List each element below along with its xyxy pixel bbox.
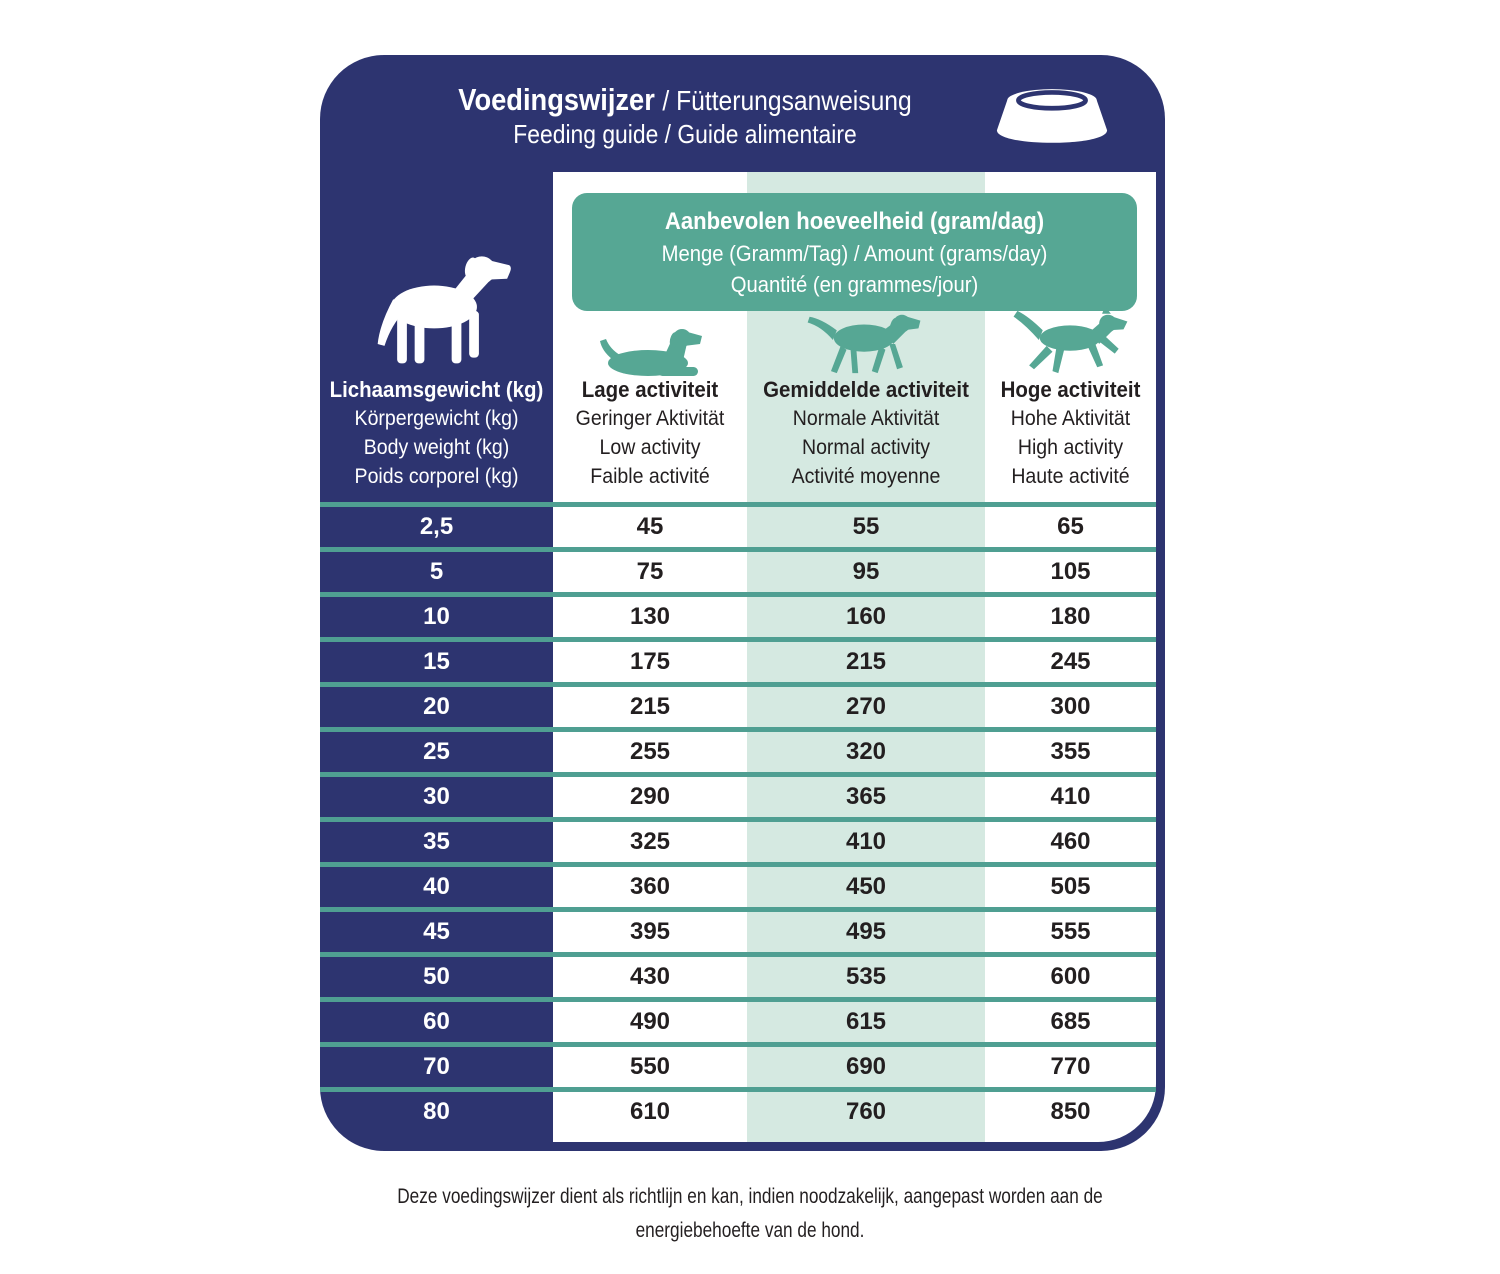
disclaimer-line-2: energiebehoefte van de hond. bbox=[635, 1219, 865, 1242]
cell-normal: 160 bbox=[845, 603, 887, 630]
walking-dog-icon bbox=[806, 307, 924, 377]
cell-normal: 535 bbox=[845, 963, 887, 990]
cell-weight: 2,5 bbox=[419, 513, 454, 540]
low-activity-dutch: Lage activiteit bbox=[581, 377, 719, 402]
cell-normal: 320 bbox=[845, 738, 887, 765]
cell-normal: 215 bbox=[845, 648, 887, 675]
table-row bbox=[320, 1042, 1156, 1087]
table-row bbox=[320, 772, 1156, 817]
table-row bbox=[320, 727, 1156, 772]
table-row bbox=[320, 637, 1156, 682]
normal-activity-german: Normale Aktivität bbox=[792, 407, 940, 430]
cell-normal: 495 bbox=[845, 918, 887, 945]
high-activity-dutch: Hoge activiteit bbox=[1000, 377, 1141, 402]
cell-high: 555 bbox=[1050, 918, 1091, 945]
recommended-amount-french: Quantité (en grammes/jour) bbox=[730, 272, 979, 297]
low-activity-english: Low activity bbox=[599, 436, 701, 459]
table-row bbox=[320, 547, 1156, 592]
cell-low: 325 bbox=[629, 828, 671, 855]
recommended-amount-dutch: Aanbevolen hoeveelheid (gram/dag) bbox=[664, 208, 1045, 235]
table-row bbox=[320, 997, 1156, 1042]
body-weight-french: Poids corporel (kg) bbox=[354, 465, 519, 488]
table-row bbox=[320, 1087, 1156, 1132]
recommended-amount-german-english: Menge (Gramm/Tag) / Amount (grams/day) bbox=[661, 241, 1048, 266]
body-weight-header bbox=[328, 375, 545, 491]
cell-high: 105 bbox=[1050, 558, 1091, 585]
normal-activity-header bbox=[755, 375, 976, 491]
cell-normal: 760 bbox=[845, 1098, 887, 1125]
cell-low: 175 bbox=[629, 648, 671, 675]
cell-high: 850 bbox=[1050, 1098, 1091, 1125]
cell-weight: 70 bbox=[423, 1053, 450, 1080]
normal-activity-dutch: Gemiddelde activiteit bbox=[763, 377, 969, 402]
cell-normal: 615 bbox=[845, 1008, 887, 1035]
high-activity-french: Haute activité bbox=[1011, 465, 1130, 488]
cell-low: 360 bbox=[629, 873, 671, 900]
cell-weight: 20 bbox=[423, 693, 450, 720]
feeding-table-rows bbox=[320, 502, 1156, 1132]
cell-high: 65 bbox=[1057, 513, 1084, 540]
cell-normal: 95 bbox=[852, 558, 880, 585]
cell-weight: 50 bbox=[423, 963, 450, 990]
running-dog-icon bbox=[1010, 305, 1130, 377]
cell-high: 770 bbox=[1050, 1053, 1091, 1080]
cell-low: 395 bbox=[629, 918, 671, 945]
cell-weight: 40 bbox=[423, 873, 450, 900]
cell-low: 130 bbox=[629, 603, 671, 630]
disclaimer-note bbox=[299, 1180, 1201, 1248]
cell-weight: 30 bbox=[423, 783, 450, 810]
cell-high: 355 bbox=[1050, 738, 1091, 765]
cell-normal: 410 bbox=[845, 828, 887, 855]
table-row bbox=[320, 682, 1156, 727]
cell-weight: 60 bbox=[423, 1008, 450, 1035]
recommended-amount-header bbox=[572, 193, 1137, 311]
high-activity-english: High activity bbox=[1017, 436, 1124, 459]
high-activity-header bbox=[991, 375, 1150, 491]
table-row bbox=[320, 592, 1156, 637]
cell-low: 490 bbox=[629, 1008, 671, 1035]
cell-weight: 25 bbox=[423, 738, 450, 765]
cell-high: 245 bbox=[1050, 648, 1091, 675]
cell-normal: 690 bbox=[845, 1053, 887, 1080]
standing-dog-icon bbox=[366, 245, 512, 367]
cell-weight: 80 bbox=[423, 1098, 450, 1125]
high-activity-german: Hohe Aktivität bbox=[1010, 407, 1131, 430]
feeding-guide-panel bbox=[320, 55, 1165, 1151]
low-activity-header bbox=[560, 375, 740, 491]
cell-low: 290 bbox=[629, 783, 671, 810]
cell-high: 685 bbox=[1050, 1008, 1091, 1035]
title-german: / Fütterungsanweisung bbox=[662, 85, 912, 116]
title-line-2: Feeding guide / Guide alimentaire bbox=[513, 119, 857, 149]
dog-bowl-icon bbox=[996, 83, 1108, 155]
low-activity-german: Geringer Aktivität bbox=[575, 407, 725, 430]
cell-high: 505 bbox=[1050, 873, 1091, 900]
normal-activity-french: Activité moyenne bbox=[791, 465, 941, 488]
body-weight-dutch: Lichaamsgewicht (kg) bbox=[329, 377, 544, 402]
cell-weight: 15 bbox=[423, 648, 450, 675]
table-row bbox=[320, 502, 1156, 547]
cell-low: 75 bbox=[636, 558, 664, 585]
cell-weight: 45 bbox=[423, 918, 450, 945]
cell-normal: 270 bbox=[845, 693, 887, 720]
table-row bbox=[320, 862, 1156, 907]
body-weight-german: Körpergewicht (kg) bbox=[354, 407, 519, 430]
cell-low: 550 bbox=[629, 1053, 671, 1080]
lying-dog-icon bbox=[600, 325, 704, 377]
cell-high: 410 bbox=[1050, 783, 1091, 810]
cell-high: 180 bbox=[1050, 603, 1091, 630]
normal-activity-english: Normal activity bbox=[801, 436, 931, 459]
page-title bbox=[364, 81, 1006, 150]
cell-high: 460 bbox=[1050, 828, 1091, 855]
title-line-1 bbox=[364, 81, 1006, 119]
body-weight-english: Body weight (kg) bbox=[363, 436, 510, 459]
cell-normal: 365 bbox=[845, 783, 887, 810]
cell-weight: 5 bbox=[429, 558, 444, 585]
cell-weight: 35 bbox=[423, 828, 450, 855]
cell-high: 300 bbox=[1050, 693, 1091, 720]
cell-low: 255 bbox=[629, 738, 671, 765]
cell-high: 600 bbox=[1050, 963, 1091, 990]
cell-low: 610 bbox=[629, 1098, 671, 1125]
table-row bbox=[320, 817, 1156, 862]
cell-low: 45 bbox=[636, 513, 664, 540]
table-row bbox=[320, 952, 1156, 997]
cell-low: 215 bbox=[629, 693, 671, 720]
disclaimer-line-1: Deze voedingswijzer dient als richtlijn en kan, indien noodzakelijk, aangepast worden aan de bbox=[397, 1185, 1103, 1208]
table-row bbox=[320, 907, 1156, 952]
cell-weight: 10 bbox=[423, 603, 450, 630]
cell-low: 430 bbox=[629, 963, 671, 990]
title-dutch: Voedingswijzer bbox=[458, 82, 655, 117]
cell-normal: 55 bbox=[852, 513, 880, 540]
low-activity-french: Faible activité bbox=[590, 465, 710, 488]
cell-normal: 450 bbox=[845, 873, 887, 900]
